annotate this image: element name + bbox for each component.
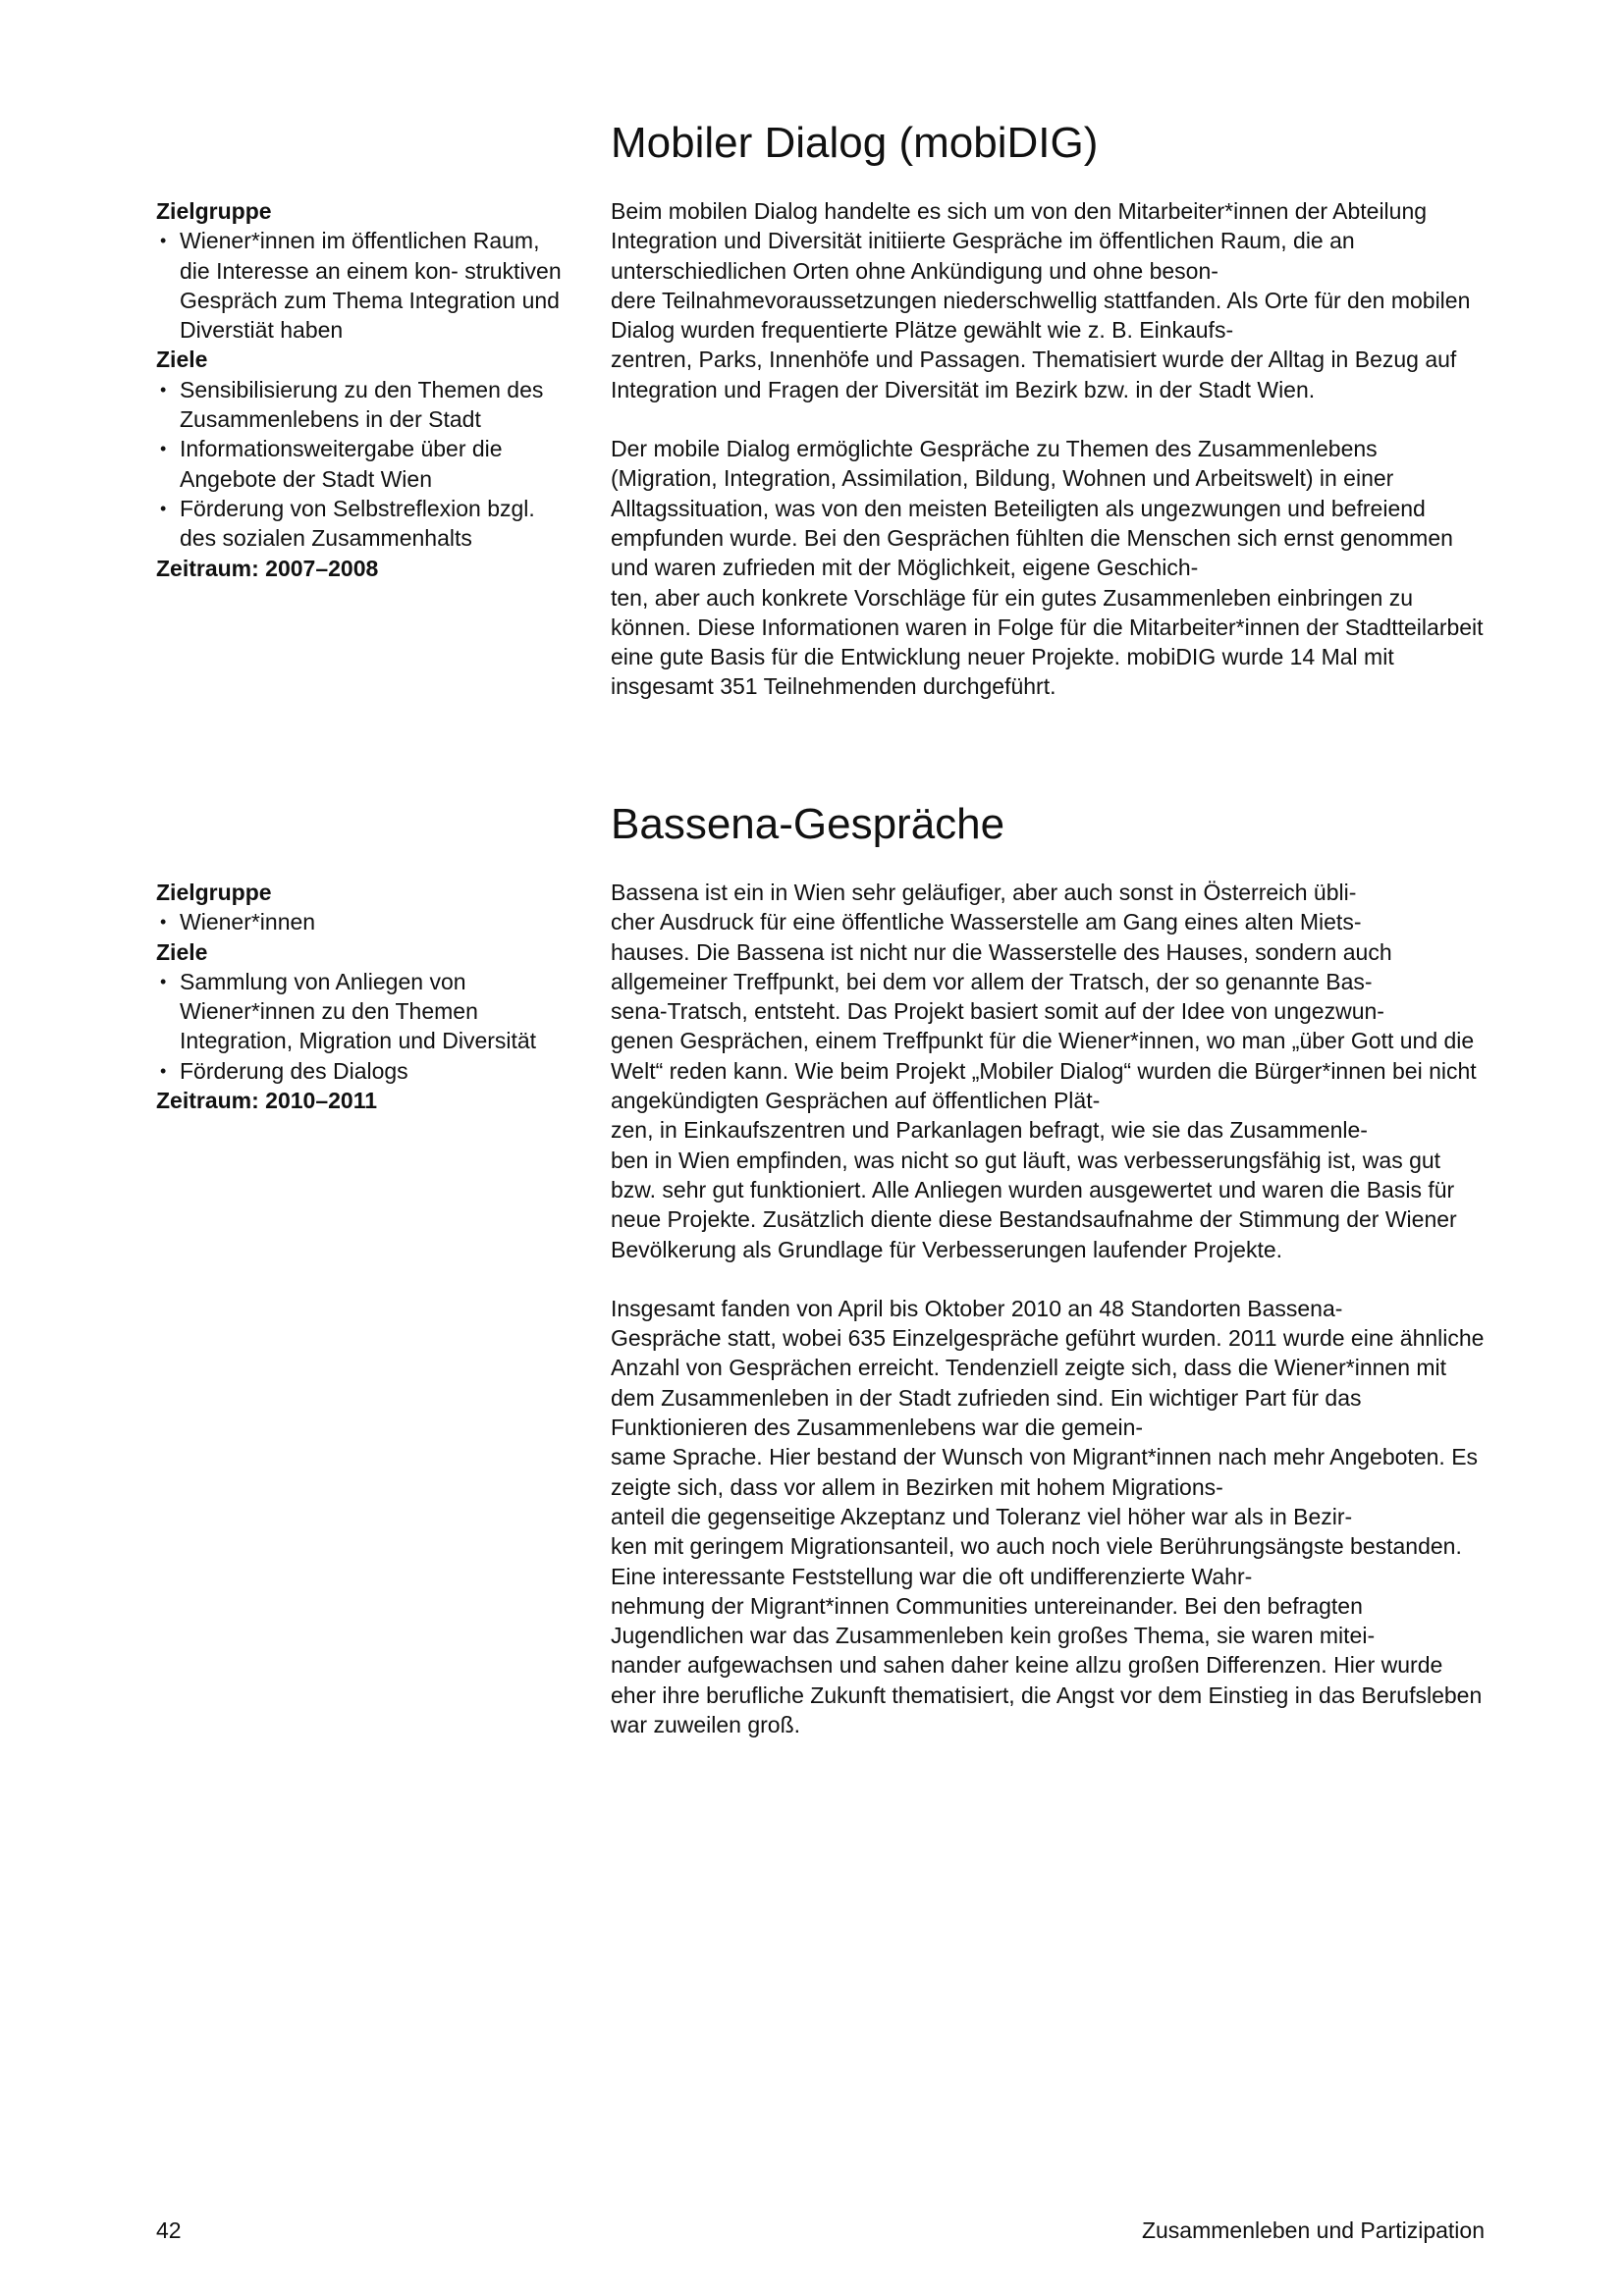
paragraph: Insgesamt fanden von April bis Oktober 2010 an 48 Standorten Bassena- Gespräche statt, wobei 635 Einzelgespräche geführt wurden. 2011 wurde eine ähnliche Anzahl von Gesprächen erreicht. Tendenziell zeigte sich, dass die Wiener*innen mit dem Zusammenleben in der Stadt zufrieden sind. Ein wichtiger Part für das Funktionieren des Zusammenlebens war die gemein- same Sprache. Hier bestand der Wunsch von Migrant*innen nach mehr Angeboten. Es zeigte sich, dass vor allem in Bezirken mit hohem Migrations- anteil die gegenseitige Akzeptanz und Toleranz viel höher war als in Bezir- ken mit geringem Migrationsanteil, wo auch noch viele Berührungsängste bestanden. Eine interessante Feststellung war die oft undifferenzierte Wahr- nehmung der Migrant*innen Communities untereinander. Bei den befragten Jugendlichen war das Zusammenleben kein großes Thema, sie waren mitei- nander aufgewachsen und sahen daher keine allzu großen Differenzen. Hier wurde eher ihre berufliche Zukunft thematisiert, die Angst vor dem Einstieg in das Berufsleben war zuweilen groß. <box>611 1295 1485 1738</box>
list-item: • Wiener*innen <box>156 907 568 936</box>
sidebar-bassena <box>156 878 568 1115</box>
paragraph: Beim mobilen Dialog handelte es sich um von den Mitarbeiter*innen der Abteilung Integration und Diversität initiierte Gespräche im öffentlichen Raum, die an unterschiedlichen Orten ohne Ankündigung und ohne beson- dere Teilnahmevoraussetzungen niederschwellig stattfanden. Als Orte für den mobilen Dialog wurden frequentierte Plätze gewählt wie z. B. Einkaufs- zentren, Parks, Innenhöfe und Passagen. Thematisiert wurde der Alltag in Bezug auf Integration und Fragen der Diversität im Bezirk bzw. in der Stadt Wien. <box>611 198 1471 402</box>
goals-label: Ziele <box>156 938 208 965</box>
list-item: • Förderung von Selbstreflexion bzgl. des sozialen Zusammenhalts <box>156 494 568 554</box>
running-title: Zusammenleben und Partizipation <box>1141 2217 1485 2243</box>
target-group-list <box>156 907 568 936</box>
body-text-bassena <box>611 878 1485 1769</box>
period-label: Zeitraum: 2007–2008 <box>156 555 379 581</box>
list-item: • Sensibilisierung zu den Themen des Zusammenlebens in der Stadt <box>156 375 568 435</box>
goals-list <box>156 375 568 554</box>
section-heading-mobiler-dialog: Mobiler Dialog (mobiDIG) <box>611 119 1099 167</box>
period-label: Zeitraum: 2010–2011 <box>156 1088 378 1114</box>
target-group-list <box>156 226 568 345</box>
list-item: • Förderung des Dialogs <box>156 1056 568 1086</box>
sidebar-mobiler-dialog <box>156 196 568 583</box>
target-group-label: Zielgruppe <box>156 880 272 905</box>
body-text-mobiler-dialog <box>611 196 1485 731</box>
target-group-label: Zielgruppe <box>156 198 272 224</box>
page-number: 42 <box>156 2217 182 2243</box>
paragraph: Bassena ist ein in Wien sehr geläufiger, aber auch sonst in Österreich übli- cher Ausdruck für eine öffentliche Wasserstelle am Gang eines alten Miets- hauses. Die Bassena ist nicht nur die Wasserstelle des Hauses, sondern auch allgemeiner Treffpunkt, bei dem vor allem der Tratsch, der so genannte Bas- sena-Tratsch, entsteht. Das Projekt basiert somit auf der Idee von ungezwun- genen Gesprächen, einem Treffpunkt für die Wiener*innen, wo man „über Gott und die Welt“ reden kann. Wie beim Projekt „Mobiler Dialog“ wurden die Bürger*innen bei nicht angekündigten Gesprächen auf öffentlichen Plät- zen, in Einkaufszentren und Parkanlagen befragt, wie sie das Zusammenle- ben in Wien empfinden, was nicht so gut läuft, was verbesserungsfähig ist, was gut bzw. sehr gut funktioniert. Alle Anliegen wurden ausgewertet und waren die Basis für neue Projekte. Zusätzlich diente diese Bestandsaufnahme der Stimmung der Wiener Bevölkerung als Grundlage für Verbesserungen laufender Projekte. <box>611 880 1477 1262</box>
paragraph: Der mobile Dialog ermöglichte Gespräche zu Themen des Zusammenlebens (Migration, Integration, Assimilation, Bildung, Wohnen und Arbeitswelt) in einer Alltagssituation, was von den meisten Beteiligten als ungezwungen und befreiend empfunden wurde. Bei den Gesprächen fühlten die Menschen sich ernst genommen und waren zufrieden mit der Möglichkeit, eigene Geschich- ten, aber auch konkrete Vorschläge für ein gutes Zusammenleben einbringen zu können. Diese Informationen waren in Folge für die Mitarbeiter*innen der Stadtteilarbeit eine gute Basis für die Entwicklung neuer Projekte. mobiDIG wurde 14 Mal mit insgesamt 351 Teilnehmenden durchgeführt. <box>611 436 1484 700</box>
list-item: • Wiener*innen im öffentlichen Raum, die Interesse an einem kon- struktiven Gespräch zum Thema Integration und Diverstiät haben <box>156 226 568 345</box>
section-heading-bassena: Bassena-Gespräche <box>611 800 1005 848</box>
list-item: • Informationsweitergabe über die Angebote der Stadt Wien <box>156 434 568 494</box>
list-item: • Sammlung von Anliegen von Wiener*innen zu den Themen Integration, Migration und Diversität <box>156 967 568 1056</box>
goals-list <box>156 967 568 1086</box>
goals-label: Ziele <box>156 347 208 373</box>
